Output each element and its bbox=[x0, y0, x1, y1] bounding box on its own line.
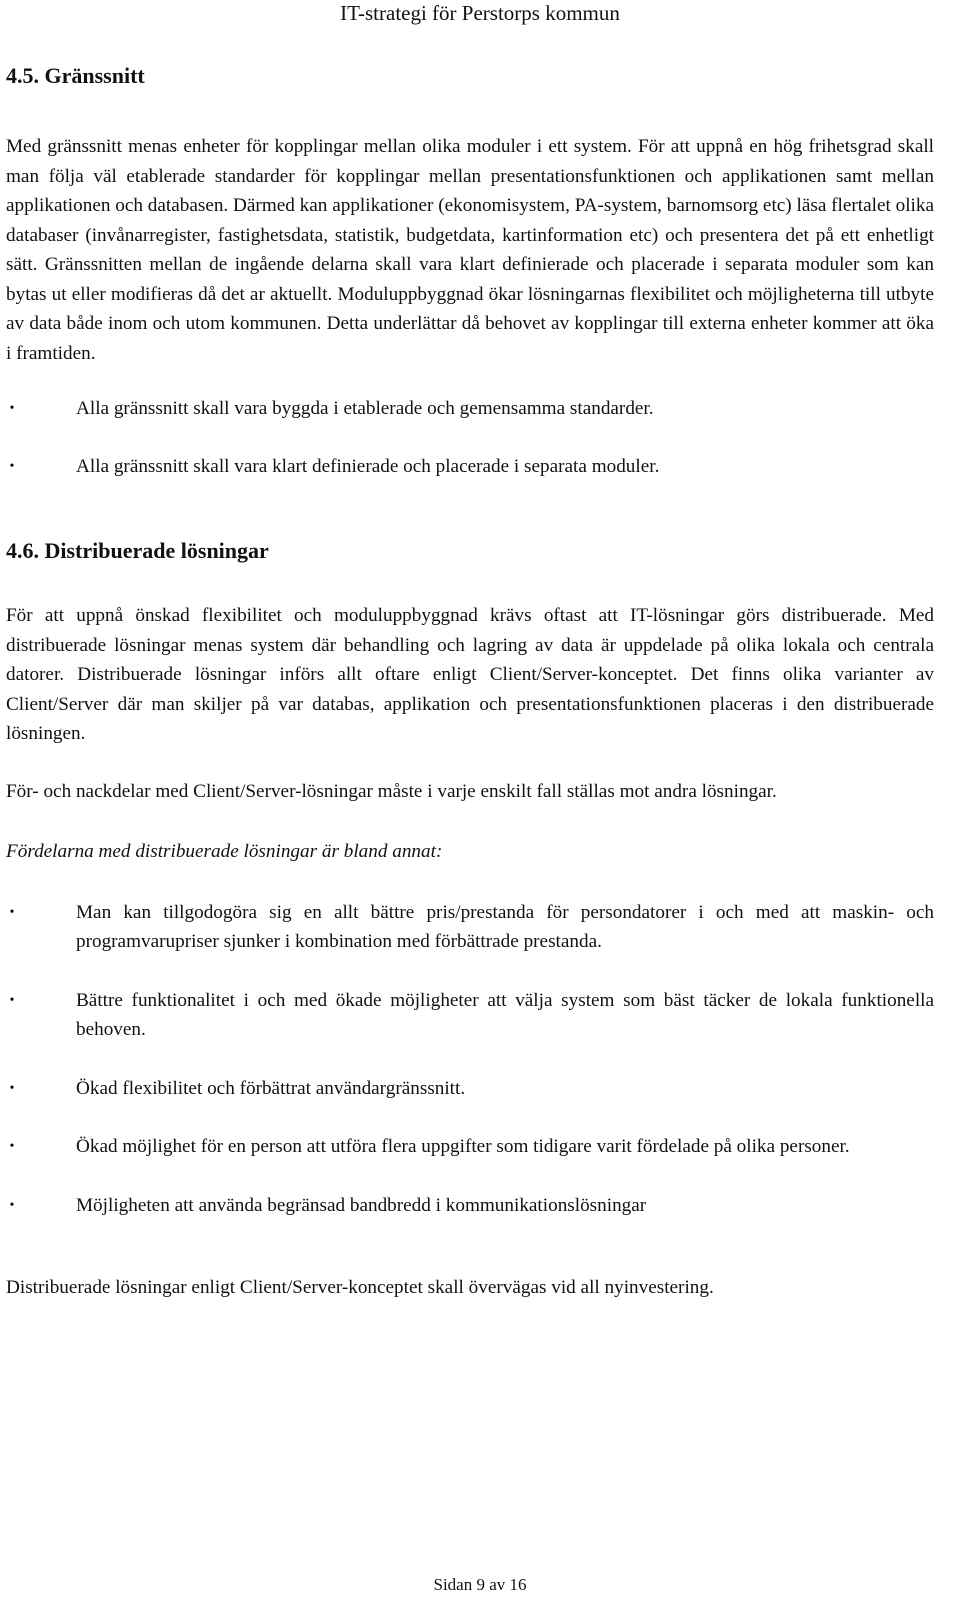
section-heading-gransnitt: 4.5. Gränssnitt bbox=[6, 63, 145, 88]
list-item-text: Man kan tillgodogöra sig en allt bättre pris/prestanda för persondatorer i och med att maskin- och programvarupriser sjunker i kombination med förbättrade prestanda. bbox=[76, 901, 934, 952]
bullet-icon: • bbox=[9, 1197, 15, 1213]
paragraph-distribuerade-1: För att uppnå önskad flexibilitet och moduluppbyggnad krävs oftast att IT-lösningar görs distribuerade. Med distribuerade lösningar menas system där behandling och lagring av data är uppdelade på olika lokala och centrala datorer. Distribuerade lösningar införs allt oftare enligt Client/Server-konceptet. Det finns olika varianter av Client/Server där man skiljer på var databas, applikation och presentationsfunktionen placeras i den distribuerade lösningen. bbox=[6, 605, 934, 744]
page-number: Sidan 9 av 16 bbox=[433, 1575, 527, 1594]
list-item bbox=[6, 986, 934, 1045]
list-item-text: Ökad flexibilitet och förbättrat användargränssnitt. bbox=[76, 1077, 466, 1099]
paragraph-distribuerade-2: För- och nackdelar med Client/Server-lösningar måste i varje enskilt fall ställas mot andra lösningar. bbox=[6, 780, 777, 802]
list-item bbox=[6, 394, 934, 424]
advantages-intro: Fördelarna med distribuerade lösningar är bland annat: bbox=[6, 841, 443, 862]
list-item bbox=[6, 452, 934, 482]
list-item-text: Möjligheten att använda begränsad bandbredd i kommunikationslösningar bbox=[76, 1194, 647, 1216]
section-heading-distribuerade: 4.6. Distribuerade lösningar bbox=[6, 538, 269, 563]
paragraph-conclusion: Distribuerade lösningar enligt Client/Server-konceptet skall övervägas vid all nyinvestering. bbox=[6, 1277, 714, 1298]
list-item-text: Ökad möjlighet för en person att utföra flera uppgifter som tidigare varit fördelade på olika personer. bbox=[76, 1136, 850, 1157]
bullet-list-gransnitt bbox=[6, 394, 934, 481]
list-item bbox=[6, 1191, 934, 1221]
list-item bbox=[6, 898, 934, 957]
paragraph-gransnitt: Med gränssnitt menas enheter för kopplingar mellan olika moduler i ett system. För att uppnå en hög frihetsgrad skall man följa väl etablerade standarder för kopplingar mellan presentationsfunktionen och applikationen samt mellan applikationen och databasen. Därmed kan applikationer (ekonomisystem, PA-system, barnomsorg etc) läsa flertalet olika databaser (invånarregister, fastighetsdata, statistik, budgetdata, kartinformation etc) och presentera det på ett enhetligt sätt. Gränssnitten mellan de ingående delarna skall vara klart definierade och placerade i separata moduler som kan bytas ut eller modifieras då det ar aktuellt. Moduluppbyggnad ökar lösningarnas flexibilitet och möjligheterna till utbyte av data både inom och utom kommunen. Detta underlättar då behovet av kopplingar till externa enheter kommer att öka i framtiden. bbox=[6, 136, 934, 364]
bullet-icon: • bbox=[9, 1139, 15, 1154]
list-item-text: Alla gränssnitt skall vara klart definierade och placerade i separata moduler. bbox=[76, 455, 660, 477]
bullet-list-advantages bbox=[6, 898, 934, 1221]
list-item bbox=[6, 1132, 934, 1162]
bullet-icon: • bbox=[9, 992, 15, 1008]
list-item-text: Bättre funktionalitet i och med ökade möjligheter att välja system som bäst täcker de lokala funktionella behoven. bbox=[76, 989, 934, 1040]
list-item bbox=[6, 1074, 934, 1104]
bullet-icon: • bbox=[9, 401, 15, 416]
bullet-icon: • bbox=[9, 458, 15, 474]
bullet-icon: • bbox=[9, 904, 15, 920]
bullet-icon: • bbox=[9, 1080, 15, 1096]
page-header: IT-strategi för Perstorps kommun bbox=[340, 1, 620, 25]
list-item-text: Alla gränssnitt skall vara byggda i etablerade och gemensamma standarder. bbox=[76, 398, 654, 419]
document-body bbox=[6, 62, 934, 1303]
